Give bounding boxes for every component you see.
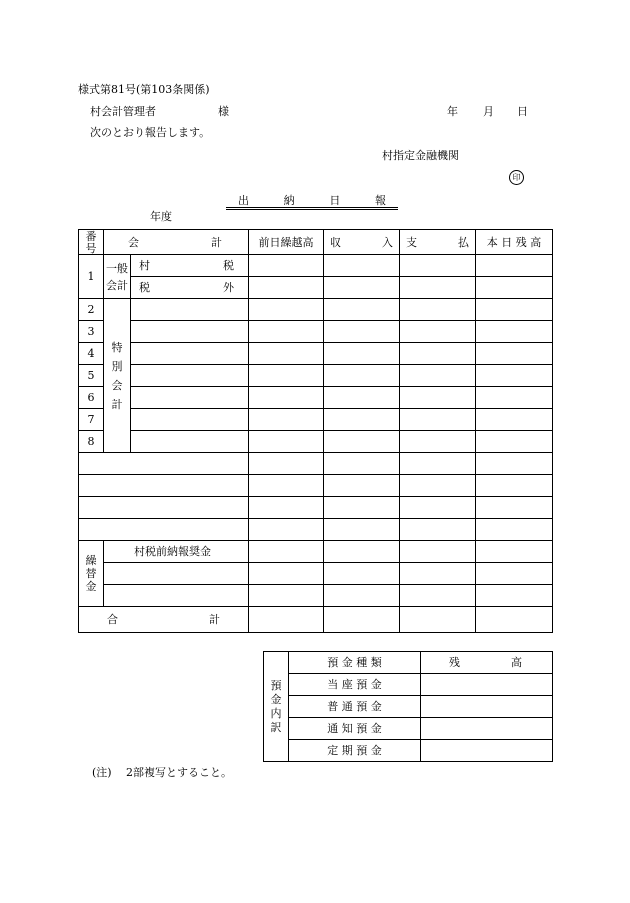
deposit-type: 当 座 預 金 — [289, 674, 421, 696]
title-underline — [226, 209, 398, 210]
cell-prev-balance[interactable] — [249, 607, 324, 633]
row-number: 8 — [79, 431, 104, 453]
cell-receipts[interactable] — [324, 365, 400, 387]
cell-receipts[interactable] — [324, 409, 400, 431]
cell-today-balance[interactable] — [476, 387, 553, 409]
special-account-label: 特 別 会 計 — [104, 299, 131, 453]
cell-account-name[interactable] — [131, 343, 249, 365]
table-row — [79, 277, 553, 299]
cell-today-balance[interactable] — [476, 453, 553, 475]
report-table — [78, 229, 553, 633]
cell-today-balance[interactable] — [476, 365, 553, 387]
cell-today-balance[interactable] — [476, 343, 553, 365]
cell-blank-account[interactable] — [79, 453, 249, 475]
cell-prev-balance[interactable] — [249, 409, 324, 431]
cell-today-balance[interactable] — [476, 431, 553, 453]
cell-account-name[interactable] — [104, 585, 249, 607]
table-row — [79, 563, 553, 585]
cell-payments[interactable] — [400, 343, 476, 365]
cell-receipts[interactable] — [324, 607, 400, 633]
cell-receipts[interactable] — [324, 541, 400, 563]
cell-today-balance[interactable] — [476, 497, 553, 519]
cell-account-name[interactable] — [131, 431, 249, 453]
table-row — [79, 431, 553, 453]
cell-prev-balance[interactable] — [249, 431, 324, 453]
item-non-tax: 税 外 — [131, 277, 249, 299]
cell-receipts[interactable] — [324, 497, 400, 519]
cell-receipts[interactable] — [324, 277, 400, 299]
cell-account-name[interactable] — [131, 299, 249, 321]
cell-deposit-balance[interactable] — [421, 696, 553, 718]
table-row — [79, 409, 553, 431]
general-account-label: 一般 会計 — [104, 255, 131, 299]
cell-payments[interactable] — [400, 519, 476, 541]
header-number: 番 号 — [79, 230, 104, 255]
report-text: 次のとおり報告します。 — [90, 126, 211, 139]
header-today-balance: 本 日 残 高 — [476, 230, 553, 255]
deposit-row — [264, 674, 553, 696]
deposit-type: 普 通 預 金 — [289, 696, 421, 718]
cell-payments[interactable] — [400, 387, 476, 409]
cell-today-balance[interactable] — [476, 585, 553, 607]
row-number: 2 — [79, 299, 104, 321]
cell-today-balance[interactable] — [476, 475, 553, 497]
cell-receipts[interactable] — [324, 431, 400, 453]
cell-today-balance[interactable] — [476, 321, 553, 343]
cell-prev-balance[interactable] — [249, 365, 324, 387]
cell-payments[interactable] — [400, 365, 476, 387]
header-account: 会 計 — [104, 230, 249, 255]
cell-receipts[interactable] — [324, 519, 400, 541]
deposit-row — [264, 740, 553, 762]
cell-account-name[interactable] — [131, 321, 249, 343]
cell-today-balance[interactable] — [476, 519, 553, 541]
cell-deposit-balance[interactable] — [421, 674, 553, 696]
cell-prev-balance[interactable] — [249, 563, 324, 585]
table-row — [79, 365, 553, 387]
cell-account-name[interactable] — [104, 563, 249, 585]
document-title: 出 納 日 報 — [238, 194, 386, 207]
table-row — [79, 541, 553, 563]
cell-account-name[interactable] — [131, 365, 249, 387]
cell-today-balance[interactable] — [476, 409, 553, 431]
table-header-row — [79, 230, 553, 255]
item-prepayment-reward: 村税前納報奨金 — [104, 541, 249, 563]
cell-deposit-balance[interactable] — [421, 718, 553, 740]
cell-prev-balance[interactable] — [249, 387, 324, 409]
cell-prev-balance[interactable] — [249, 585, 324, 607]
total-row — [79, 607, 553, 633]
cell-payments[interactable] — [400, 475, 476, 497]
table-row — [79, 497, 553, 519]
header-receipts: 収 入 — [324, 230, 400, 255]
deposit-type: 通 知 預 金 — [289, 718, 421, 740]
transfer-label: 繰 替 金 — [79, 541, 104, 607]
cell-prev-balance[interactable] — [249, 255, 324, 277]
cell-prev-balance[interactable] — [249, 277, 324, 299]
date-month-label: 月 — [483, 105, 494, 118]
cell-today-balance[interactable] — [476, 541, 553, 563]
row-number: 6 — [79, 387, 104, 409]
cell-receipts[interactable] — [324, 453, 400, 475]
cell-account-name[interactable] — [131, 387, 249, 409]
cell-receipts[interactable] — [324, 299, 400, 321]
cell-account-name[interactable] — [131, 409, 249, 431]
table-row — [79, 321, 553, 343]
cell-prev-balance[interactable] — [249, 497, 324, 519]
deposit-header-row — [264, 652, 553, 674]
note-text: 2部複写とすること。 — [126, 766, 232, 779]
header-deposit-balance: 残 高 — [421, 652, 553, 674]
cell-prev-balance[interactable] — [249, 299, 324, 321]
deposit-table — [263, 651, 553, 762]
cell-today-balance[interactable] — [476, 563, 553, 585]
table-row — [79, 299, 553, 321]
deposit-row — [264, 718, 553, 740]
cell-payments[interactable] — [400, 607, 476, 633]
table-row — [79, 519, 553, 541]
table-row — [79, 387, 553, 409]
table-row — [79, 453, 553, 475]
cell-blank-account[interactable] — [79, 475, 249, 497]
cell-prev-balance[interactable] — [249, 475, 324, 497]
cell-payments[interactable] — [400, 277, 476, 299]
deposit-row — [264, 696, 553, 718]
cell-payments[interactable] — [400, 255, 476, 277]
cell-payments[interactable] — [400, 299, 476, 321]
cell-receipts[interactable] — [324, 563, 400, 585]
cell-payments[interactable] — [400, 409, 476, 431]
cell-payments[interactable] — [400, 563, 476, 585]
cell-payments[interactable] — [400, 321, 476, 343]
table-row — [79, 343, 553, 365]
header-prev-balance: 前日繰越高 — [249, 230, 324, 255]
row-number: 7 — [79, 409, 104, 431]
title-underline — [226, 207, 398, 208]
institution: 村指定金融機関 — [382, 149, 459, 162]
note-label: (注) — [92, 766, 112, 779]
cell-receipts[interactable] — [324, 343, 400, 365]
cell-blank-account[interactable] — [79, 497, 249, 519]
cell-today-balance[interactable] — [476, 255, 553, 277]
cell-receipts[interactable] — [324, 255, 400, 277]
cell-payments[interactable] — [400, 585, 476, 607]
cell-payments[interactable] — [400, 453, 476, 475]
cell-blank-account[interactable] — [79, 519, 249, 541]
cell-prev-balance[interactable] — [249, 541, 324, 563]
cell-prev-balance[interactable] — [249, 453, 324, 475]
row-number: 1 — [79, 255, 104, 299]
date-day-label: 日 — [517, 105, 528, 118]
cell-payments[interactable] — [400, 541, 476, 563]
cell-receipts[interactable] — [324, 475, 400, 497]
table-row — [79, 475, 553, 497]
row-number: 3 — [79, 321, 104, 343]
row-number: 5 — [79, 365, 104, 387]
cell-prev-balance[interactable] — [249, 321, 324, 343]
cell-receipts[interactable] — [324, 321, 400, 343]
seal-mark: 印 — [509, 170, 524, 185]
cell-today-balance[interactable] — [476, 277, 553, 299]
deposit-side-label: 預 金 内 訳 — [264, 652, 289, 762]
cell-today-balance[interactable] — [476, 607, 553, 633]
cell-prev-balance[interactable] — [249, 343, 324, 365]
table-row — [79, 255, 553, 277]
table-row — [79, 585, 553, 607]
cell-deposit-balance[interactable] — [421, 740, 553, 762]
date-year-label: 年 — [447, 105, 458, 118]
cell-today-balance[interactable] — [476, 299, 553, 321]
cell-receipts[interactable] — [324, 585, 400, 607]
fiscal-year-label: 年度 — [150, 210, 172, 223]
item-village-tax: 村 税 — [131, 255, 249, 277]
cell-prev-balance[interactable] — [249, 519, 324, 541]
cell-receipts[interactable] — [324, 387, 400, 409]
addressee: 村会計管理者 — [90, 105, 156, 118]
row-number: 4 — [79, 343, 104, 365]
honorific: 様 — [218, 105, 229, 118]
deposit-type: 定 期 預 金 — [289, 740, 421, 762]
header-payments: 支 払 — [400, 230, 476, 255]
cell-payments[interactable] — [400, 497, 476, 519]
total-label: 合 計 — [79, 607, 249, 633]
cell-payments[interactable] — [400, 431, 476, 453]
form-number: 様式第81号(第103条関係) — [78, 83, 210, 96]
header-deposit-type: 預 金 種 類 — [289, 652, 421, 674]
